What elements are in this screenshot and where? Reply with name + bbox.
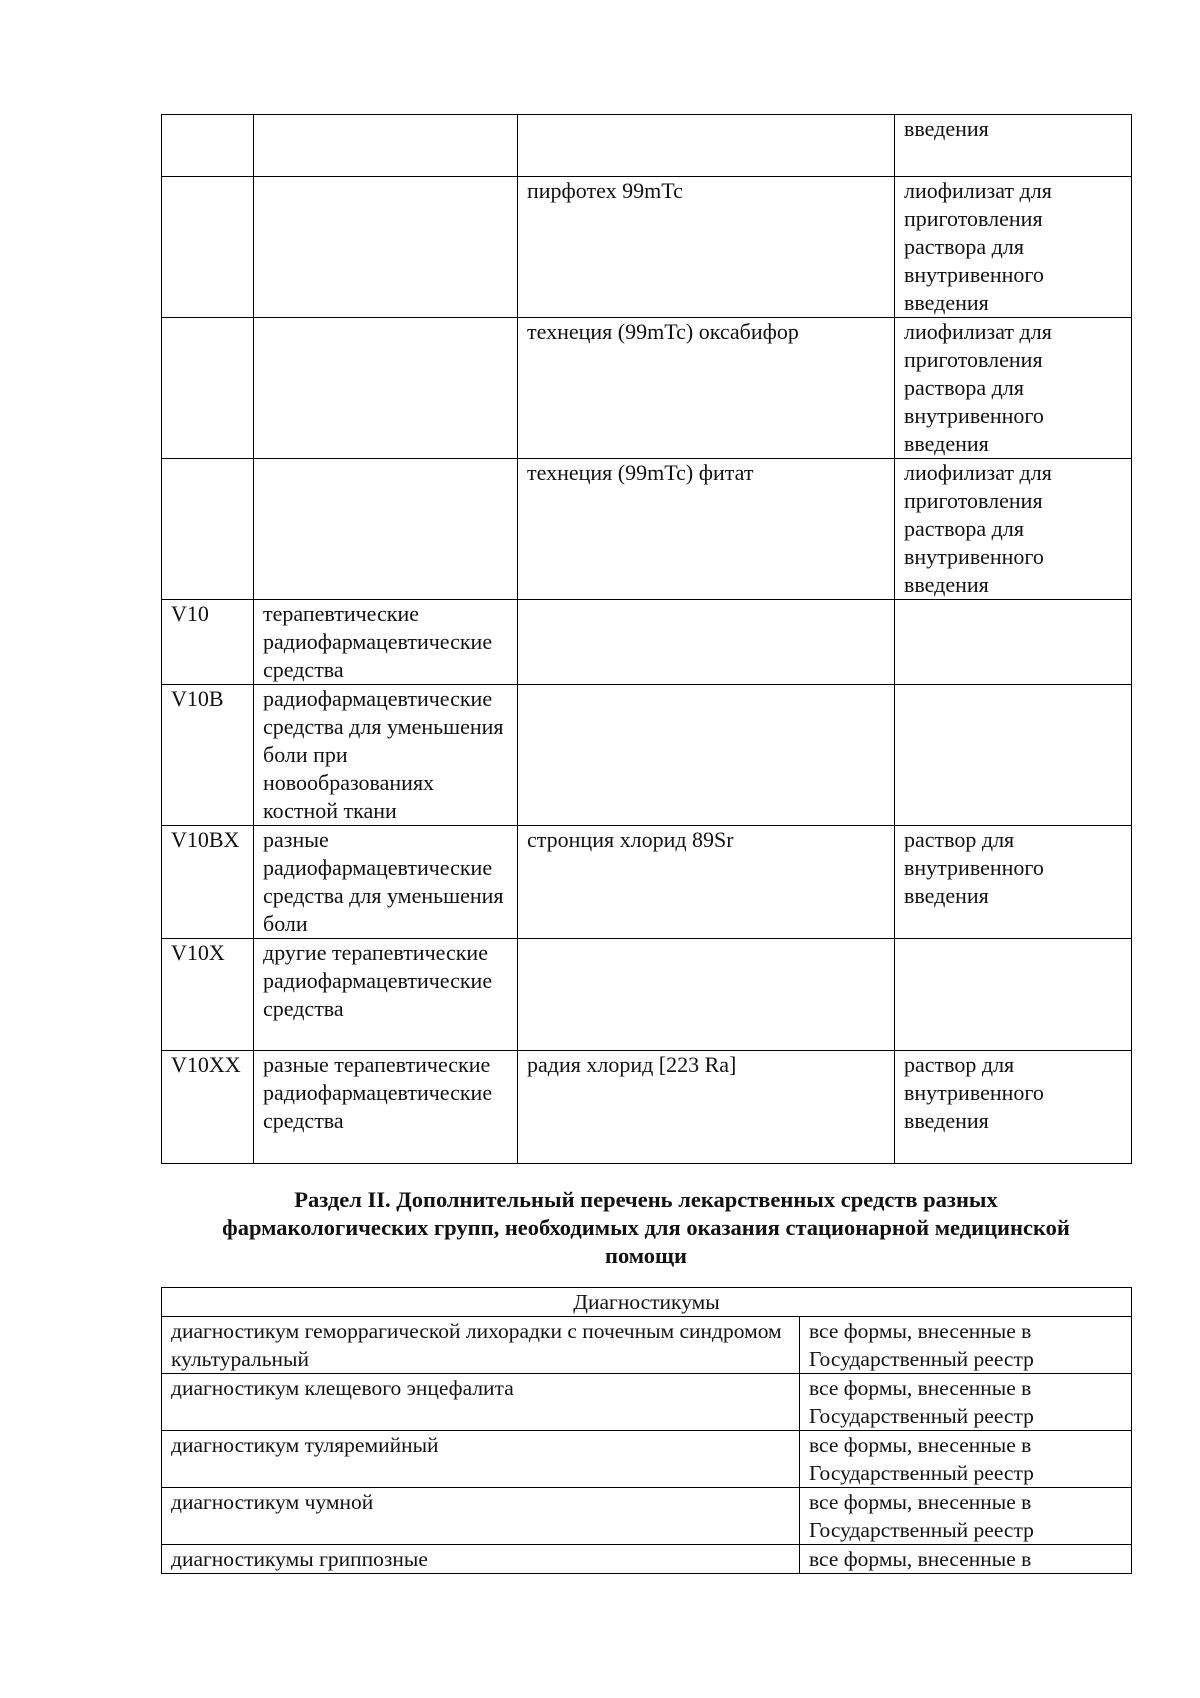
group-cell: терапевтические радиофармацевтические средства: [254, 600, 518, 685]
table-row: [162, 1545, 1132, 1574]
table-row: [162, 115, 1132, 177]
atc-code-cell: V10BX: [162, 826, 254, 939]
table-row: [162, 177, 1132, 318]
atc-code-cell: V10X: [162, 939, 254, 1051]
form-cell: введения: [895, 115, 1132, 177]
table-header-row: [162, 1288, 1132, 1317]
drug-cell: технеция (99mTc) фитат: [518, 459, 895, 600]
atc-code-cell: [162, 318, 254, 459]
atc-code-cell: V10B: [162, 685, 254, 826]
form-cell: [895, 600, 1132, 685]
diagnostic-form-cell: все формы, внесенные в Государственный реестр: [800, 1317, 1132, 1374]
diagnostic-form-cell: все формы, внесенные в Государственный реестр: [800, 1431, 1132, 1488]
table-row: [162, 826, 1132, 939]
table-row: [162, 939, 1132, 1051]
group-cell: [254, 115, 518, 177]
group-cell: [254, 318, 518, 459]
section-heading-line: фармакологических групп, необходимых для оказания стационарной медицинской: [222, 1215, 1070, 1240]
table-row: [162, 1051, 1132, 1164]
diagnostic-form-cell: все формы, внесенные в: [800, 1545, 1132, 1574]
table-row: [162, 318, 1132, 459]
diagnostic-form-cell: все формы, внесенные в Государственный реестр: [800, 1488, 1132, 1545]
group-cell: другие терапевтические радиофармацевтические средства: [254, 939, 518, 1051]
table-header: Диагностикумы: [162, 1288, 1132, 1317]
form-cell: раствор для внутривенного введения: [895, 1051, 1132, 1164]
group-cell: радиофармацевтические средства для уменьшения боли при новообразованиях костной ткани: [254, 685, 518, 826]
drug-cell: [518, 939, 895, 1051]
diagnostic-name-cell: диагностикум геморрагической лихорадки с почечным синдромом культуральный: [162, 1317, 800, 1374]
diagnostic-name-cell: диагностикум чумной: [162, 1488, 800, 1545]
diagnostic-name-cell: диагностикумы гриппозные: [162, 1545, 800, 1574]
diagnostic-form-cell: все формы, внесенные в Государственный реестр: [800, 1374, 1132, 1431]
drug-cell: [518, 600, 895, 685]
atc-code-cell: [162, 115, 254, 177]
atc-code-cell: V10: [162, 600, 254, 685]
table-row: [162, 1431, 1132, 1488]
drug-cell: радия хлорид [223 Ra]: [518, 1051, 895, 1164]
atc-code-cell: [162, 459, 254, 600]
drug-cell: [518, 115, 895, 177]
drug-cell: пирфотех 99mTc: [518, 177, 895, 318]
diagnostics-table: [161, 1287, 1132, 1574]
form-cell: [895, 939, 1132, 1051]
form-cell: лиофилизат для приготовления раствора для внутривенного введения: [895, 318, 1132, 459]
drug-cell: стронция хлорид 89Sr: [518, 826, 895, 939]
group-cell: [254, 459, 518, 600]
table-row: [162, 1488, 1132, 1545]
form-cell: раствор для внутривенного введения: [895, 826, 1132, 939]
table-row: [162, 1317, 1132, 1374]
medicines-table: [161, 114, 1132, 1164]
diagnostic-name-cell: диагностикум туляремийный: [162, 1431, 800, 1488]
section-heading-line: помощи: [604, 1243, 688, 1268]
table-row: [162, 459, 1132, 600]
section-heading-line: Раздел II. Дополнительный перечень лекарственных средств разных: [294, 1187, 998, 1212]
section-heading: [161, 1186, 1131, 1270]
table-row: [162, 1374, 1132, 1431]
group-cell: [254, 177, 518, 318]
drug-cell: технеция (99mTc) оксабифор: [518, 318, 895, 459]
atc-code-cell: V10XX: [162, 1051, 254, 1164]
form-cell: [895, 685, 1132, 826]
table-row: [162, 685, 1132, 826]
diagnostic-name-cell: диагностикум клещевого энцефалита: [162, 1374, 800, 1431]
atc-code-cell: [162, 177, 254, 318]
form-cell: лиофилизат для приготовления раствора для внутривенного введения: [895, 177, 1132, 318]
drug-cell: [518, 685, 895, 826]
group-cell: разные терапевтические радиофармацевтические средства: [254, 1051, 518, 1164]
table-row: [162, 600, 1132, 685]
group-cell: разные радиофармацевтические средства для уменьшения боли: [254, 826, 518, 939]
form-cell: лиофилизат для приготовления раствора для внутривенного введения: [895, 459, 1132, 600]
